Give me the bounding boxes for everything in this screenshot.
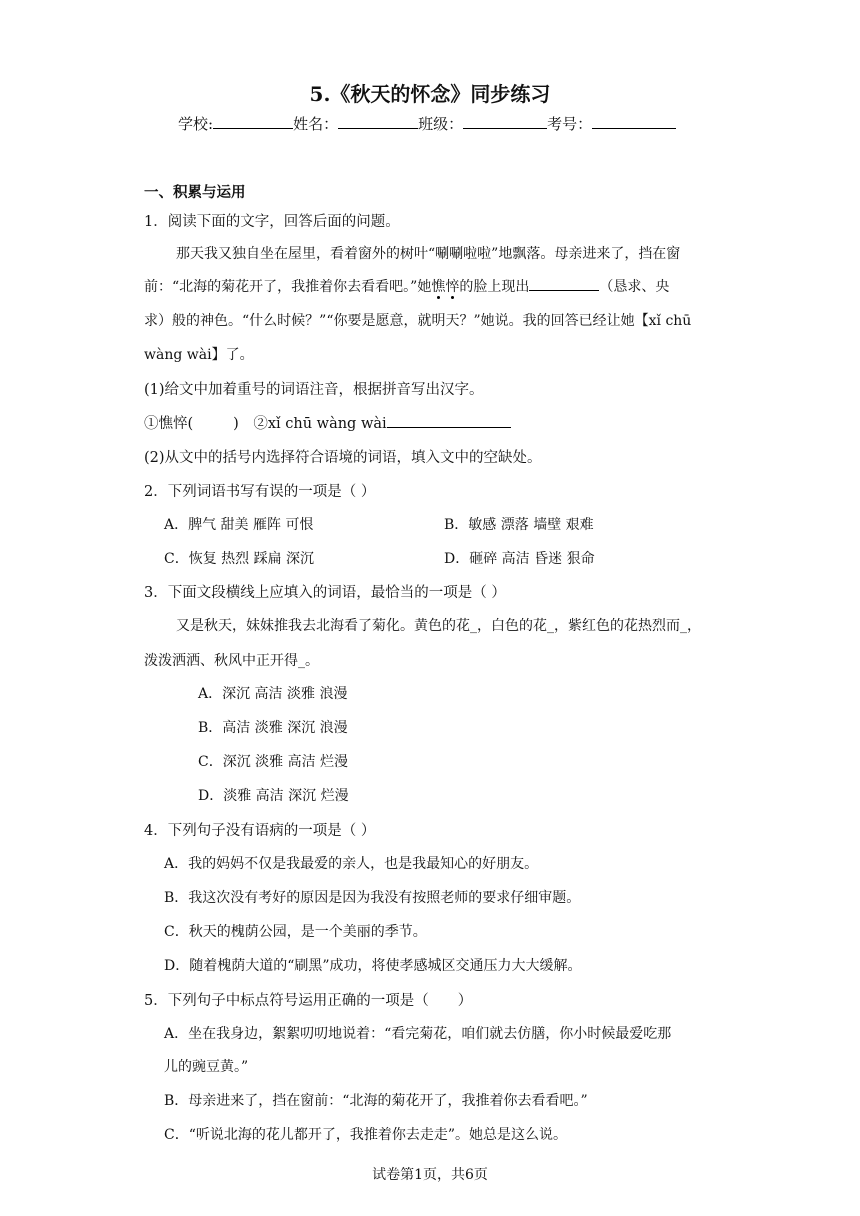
q2-option-c: C．恢复 热烈 踩扁 深沉	[164, 551, 315, 567]
q1-passage-line-3: 求）般的神色。“什么时候？”“你要是愿意，就明天？”她说。我的回答已经让她【xǐ chū	[144, 313, 692, 329]
q3-option-c: C．深沉 淡雅 高洁 烂漫	[198, 754, 349, 770]
emphasis-char-cui: 悴	[445, 279, 460, 295]
q1-fill-text-b: ) ②xǐ chū wàng wài	[233, 416, 387, 432]
page-title: 5.《秋天的怀念》同步练习	[309, 82, 551, 106]
q1-passage-text-c: （恳求、央	[599, 279, 670, 295]
name-label: 姓名：	[293, 115, 339, 133]
q1-passage-line-2	[144, 276, 669, 296]
q1-passage-line-1: 那天我又独自坐在屋里，看着窗外的树叶“唰唰啦啦”地飘落。母亲进来了，挡在窗	[176, 246, 681, 262]
question-1-stem: 1．阅读下面的文字，回答后面的问题。	[144, 214, 400, 230]
question-2-stem: 2．下列词语书写有误的一项是（ ）	[144, 484, 376, 500]
q1-fill-text-a: ①憔悴(	[144, 416, 194, 432]
q4-option-a: A．我的妈妈不仅是我最爱的亲人，也是我最知心的好朋友。	[164, 856, 539, 872]
name-blank	[338, 114, 418, 129]
q4-option-d: D．随着槐荫大道的“刷黑”成功，将使孝感城区交通压力大大缓解。	[164, 958, 582, 974]
q1-hanzi-blank	[387, 413, 511, 428]
exam-no-blank	[592, 114, 676, 129]
school-label: 学校:	[178, 115, 214, 133]
q1-passage-text-a: 前：“北海的菊花开了，我推着你去看看吧。”她	[144, 279, 432, 295]
q1-subquestion-2: (2)从文中的括号内选择符合语境的词语，填入文中的空缺处。	[144, 450, 542, 466]
q2-option-b: B．敏感 漂落 墙壁 艰难	[444, 517, 594, 533]
q3-option-a: A．深沉 高洁 淡雅 浪漫	[198, 686, 348, 702]
q4-option-b: B．我这次没有考好的原因是因为我没有按照老师的要求仔细审题。	[164, 890, 581, 906]
question-4-stem: 4．下列句子没有语病的一项是（ ）	[144, 823, 376, 839]
section-heading: 一、积累与运用	[144, 184, 246, 201]
q3-option-b: B．高洁 淡雅 深沉 浪漫	[198, 720, 348, 736]
student-info-line	[178, 113, 676, 134]
page-footer: 试卷第1页，共6页	[372, 1167, 488, 1183]
exam-no-label: 考号：	[547, 115, 593, 133]
q3-option-d: D．淡雅 高洁 深沉 烂漫	[198, 788, 349, 804]
class-blank	[463, 114, 547, 129]
q1-answer-blank	[529, 276, 599, 291]
q3-passage-line-1: 又是秋天，妹妹推我去北海看了菊化。黄色的花_，白色的花_，紫红色的花热烈而_，	[176, 618, 701, 634]
q2-option-a: A．脾气 甜美 雁阵 可恨	[164, 517, 314, 533]
q5-option-a-line-2: 儿的豌豆黄。”	[164, 1059, 249, 1075]
class-label: 班级：	[418, 115, 464, 133]
q1-subquestion-1-fill	[144, 412, 511, 433]
school-blank	[213, 114, 293, 129]
q3-passage-line-2: 泼泼洒洒、秋风中正开得_。	[144, 653, 319, 669]
q1-passage-line-4: wàng wài】了。	[144, 347, 254, 363]
q2-option-d: D．砸碎 高洁 昏迷 狠命	[444, 551, 595, 567]
q5-option-b: B．母亲进来了，挡在窗前：“北海的菊花开了，我推着你去看看吧。”	[164, 1093, 588, 1109]
emphasis-char-qiao: 憔	[431, 279, 446, 295]
question-5-stem: 5．下列句子中标点符号运用正确的一项是（ ）	[144, 993, 473, 1009]
question-3-stem: 3．下面文段横线上应填入的词语，最恰当的一项是（ ）	[144, 585, 506, 601]
q1-passage-text-b: 的脸上现出	[459, 279, 530, 295]
q1-subquestion-1: (1)给文中加着重号的词语注音，根据拼音写出汉字。	[144, 382, 484, 398]
q4-option-c: C．秋天的槐荫公园，是一个美丽的季节。	[164, 924, 427, 940]
q5-option-a-line-1: A．坐在我身边，絮絮叨叨地说着：“看完菊花，咱们就去仿膳，你小时候最爱吃那	[164, 1026, 672, 1042]
q5-option-c: C．“听说北海的花儿都开了，我推着你去走走”。她总是这么说。	[164, 1127, 568, 1143]
